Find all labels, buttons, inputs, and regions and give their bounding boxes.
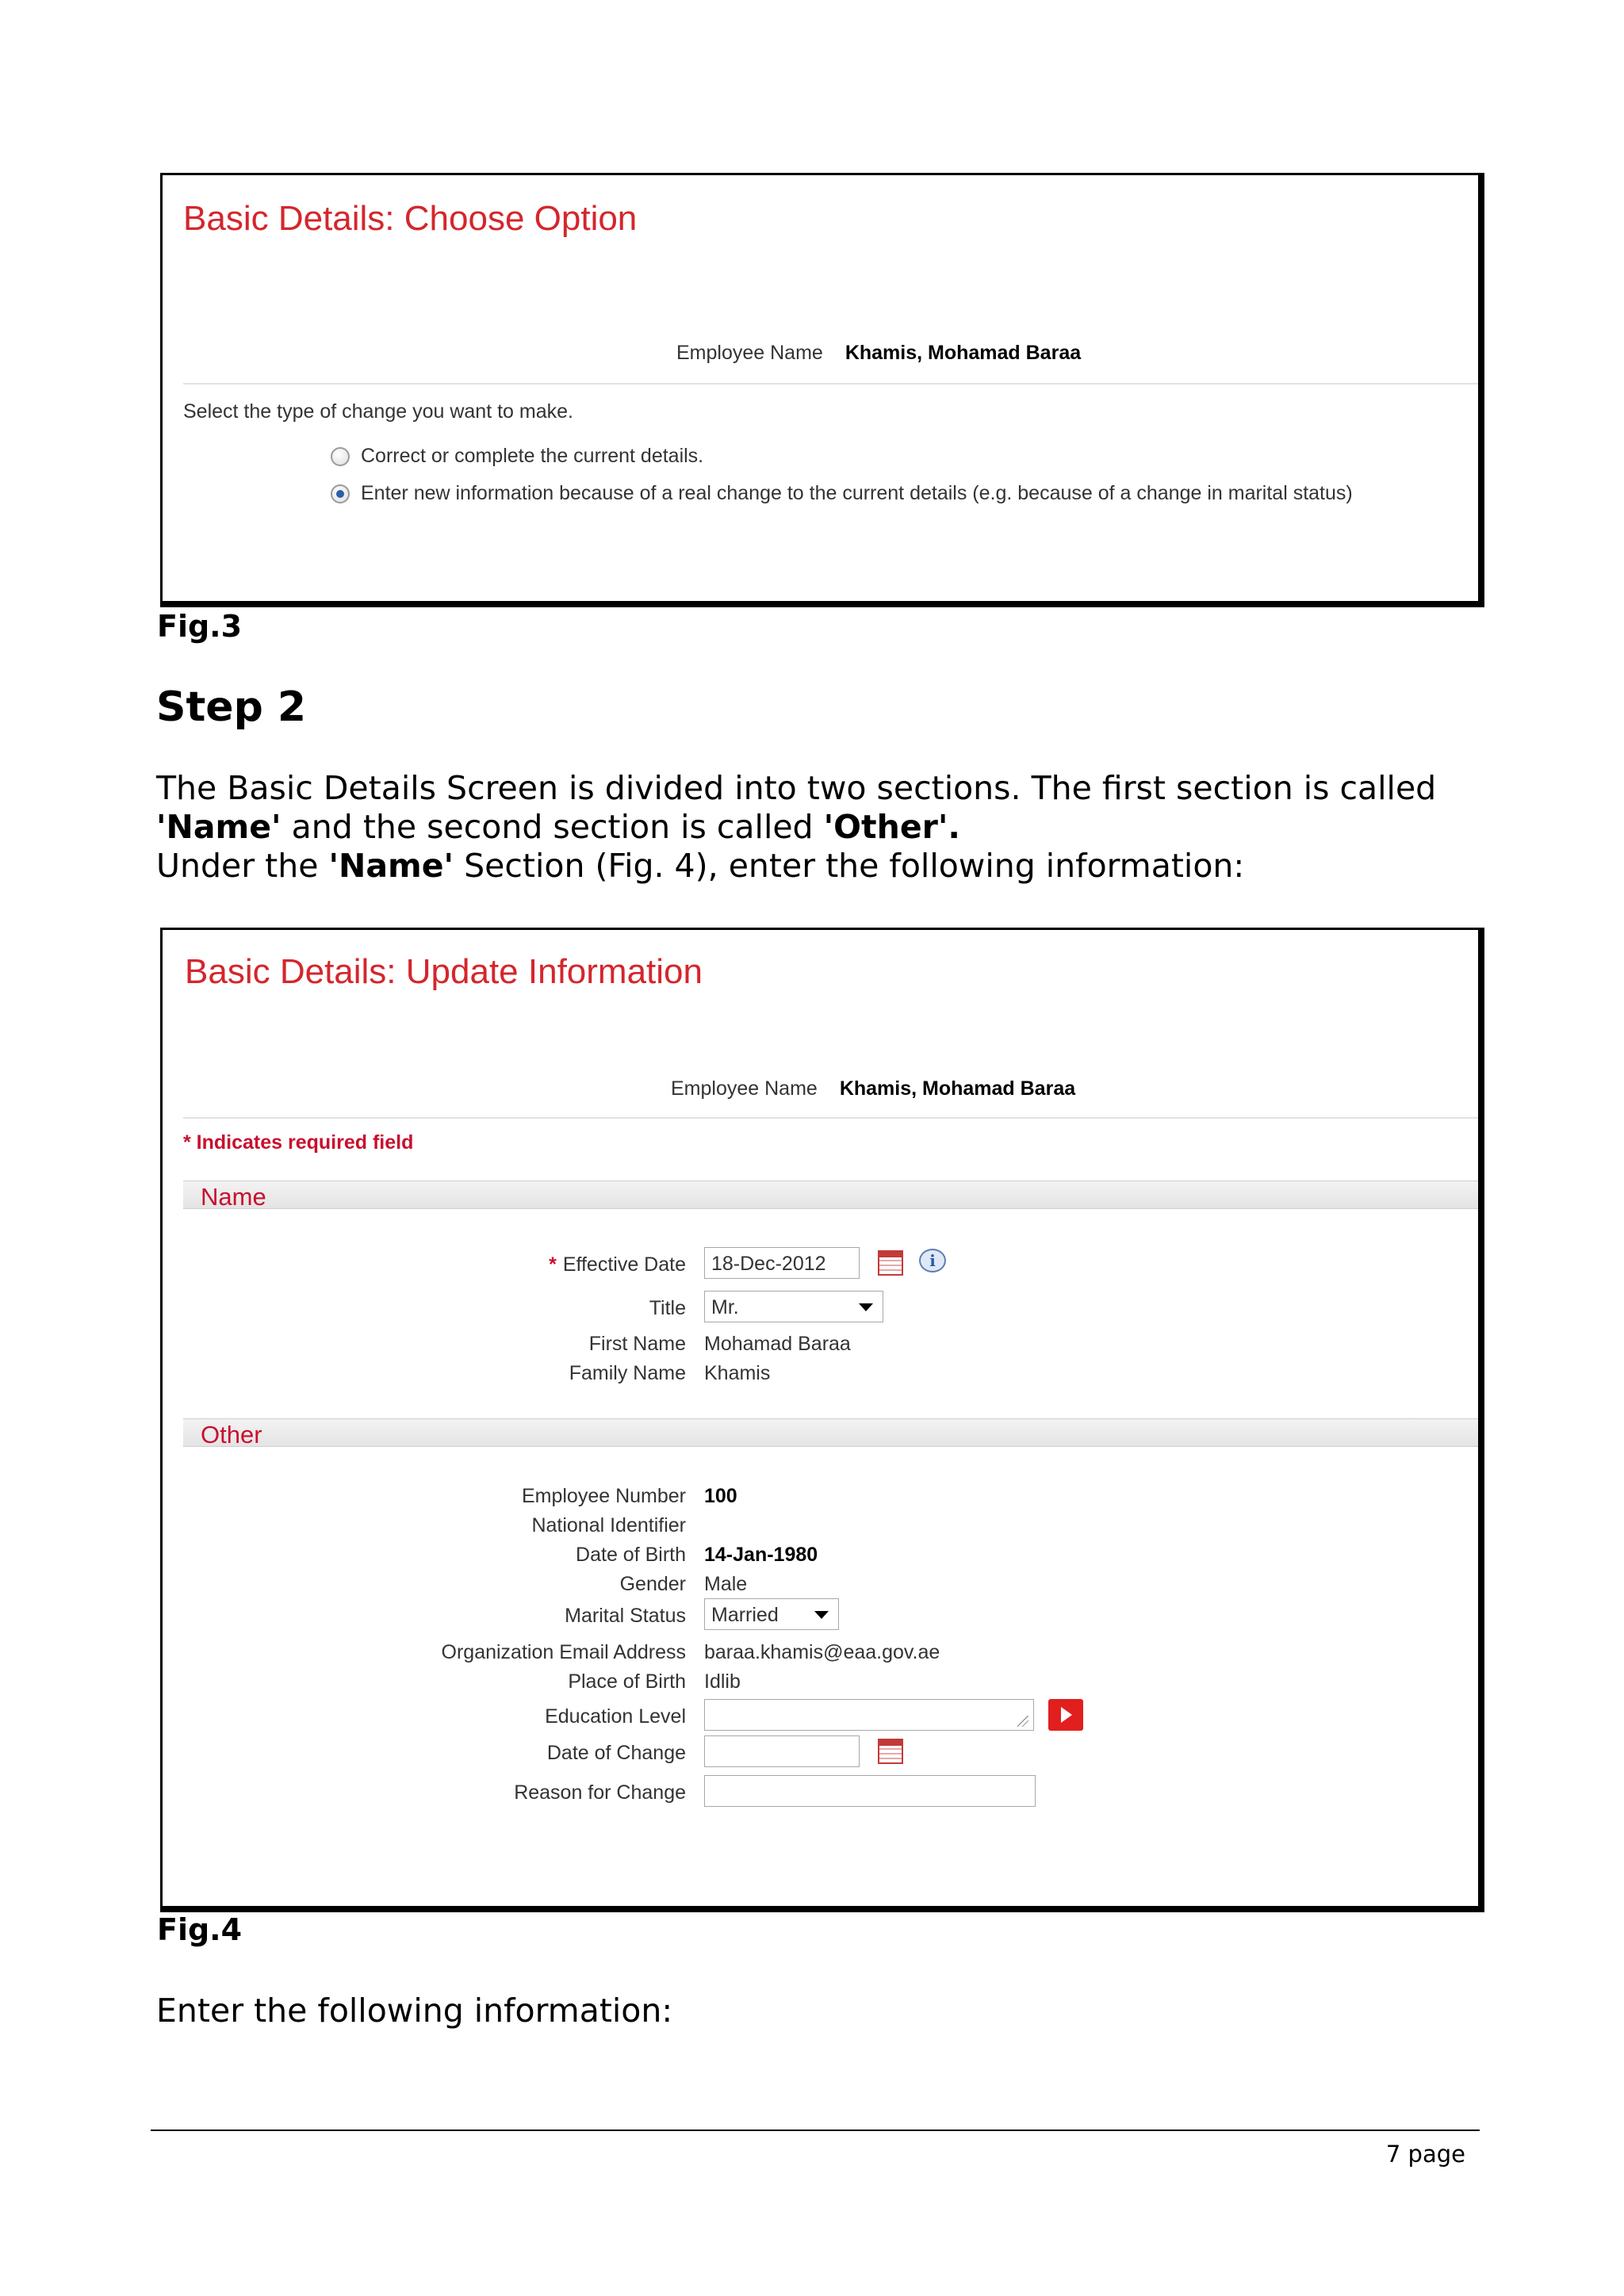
intro-text: Under the <box>156 847 329 885</box>
closing-text: Enter the following information: <box>156 1992 673 2030</box>
name-section-header <box>183 1181 1478 1209</box>
change-type-instruction: Select the type of change you want to make. <box>183 400 573 423</box>
fig4-caption: Fig.4 <box>157 1912 243 1947</box>
option-correct-details[interactable] <box>331 445 703 468</box>
employee-name-value: Khamis, Mohamad Baraa <box>839 1077 1076 1100</box>
step-heading: Step 2 <box>156 683 307 731</box>
date-of-birth-value: 14-Jan-1980 <box>704 1544 818 1566</box>
marital-status-row <box>163 1598 1479 1630</box>
gender-value: Male <box>704 1573 748 1595</box>
date-of-change-input[interactable] <box>704 1735 860 1767</box>
date-of-change-label: Date of Change <box>546 1742 686 1764</box>
fig3-caption: Fig.3 <box>157 609 243 644</box>
marital-status-label: Marital Status <box>565 1605 686 1627</box>
intro-line-1: The Basic Details Screen is divided into two sections. The first section is called <box>156 769 1437 807</box>
employee-number-row <box>163 1479 1479 1510</box>
first-name-label: First Name <box>588 1333 686 1355</box>
title-select[interactable]: Mr. <box>704 1291 883 1322</box>
email-value: baraa.khamis@eaa.gov.ae <box>704 1641 940 1663</box>
required-star: * <box>549 1253 557 1276</box>
other-section-ref: 'Other'. <box>823 808 960 846</box>
title-row <box>163 1291 1479 1322</box>
divider <box>183 383 1478 385</box>
fig3-employee-row <box>676 342 1081 365</box>
radio-unchecked-icon[interactable] <box>331 447 350 466</box>
email-label: Organization Email Address <box>441 1641 686 1663</box>
radio-checked-icon[interactable] <box>331 484 350 503</box>
page-number: 7 page <box>1385 2141 1465 2168</box>
gender-label: Gender <box>619 1573 686 1595</box>
reason-for-change-row <box>163 1775 1479 1807</box>
option-label: Correct or complete the current details. <box>361 445 704 467</box>
intro-text: Section (Fig. 4), enter the following information: <box>454 847 1245 885</box>
intro-line-3 <box>156 847 1244 886</box>
section-title: Other <box>201 1421 262 1448</box>
education-level-search-button[interactable] <box>1048 1699 1083 1731</box>
employee-number-label: Employee Number <box>521 1485 686 1507</box>
effective-date-input[interactable]: 18-Dec-2012 <box>704 1247 860 1279</box>
fig4-screenshot <box>160 928 1484 1912</box>
effective-date-label: Effective Date <box>562 1253 686 1276</box>
intro-text: and the second section is called <box>281 808 824 846</box>
intro-line-2 <box>156 808 960 847</box>
fig4-page-title: Basic Details: Update Information <box>185 952 703 991</box>
name-section-ref: 'Name' <box>156 808 282 846</box>
section-title: Name <box>201 1183 266 1211</box>
family-name-label: Family Name <box>569 1362 686 1384</box>
required-field-note: * Indicates required field <box>183 1131 414 1154</box>
calendar-icon[interactable] <box>878 1739 903 1764</box>
national-identifier-row <box>163 1508 1479 1540</box>
other-section-header <box>183 1418 1478 1447</box>
divider <box>183 1117 1478 1119</box>
resize-grip-icon <box>1017 1716 1028 1727</box>
calendar-icon[interactable] <box>878 1250 903 1276</box>
fig3-screenshot <box>160 173 1484 607</box>
title-label: Title <box>649 1297 686 1319</box>
field-label <box>549 1253 686 1276</box>
family-name-value: Khamis <box>704 1362 771 1384</box>
reason-for-change-input[interactable] <box>704 1775 1036 1807</box>
option-new-information[interactable] <box>331 482 1353 505</box>
info-icon[interactable]: i <box>919 1249 946 1272</box>
marital-status-select[interactable]: Married <box>704 1598 839 1630</box>
place-of-birth-label: Place of Birth <box>568 1670 686 1693</box>
fig4-employee-row <box>671 1077 1075 1100</box>
effective-date-row <box>163 1247 1479 1279</box>
gender-row <box>163 1567 1479 1598</box>
first-name-row <box>163 1326 1479 1358</box>
date-of-change-row <box>163 1735 1479 1767</box>
employee-number-value: 100 <box>704 1485 737 1507</box>
education-level-label: Education Level <box>545 1705 686 1728</box>
footer-divider <box>151 2130 1480 2131</box>
education-level-input[interactable] <box>704 1699 1034 1731</box>
fig3-page-title: Basic Details: Choose Option <box>183 199 638 238</box>
family-name-row <box>163 1356 1479 1387</box>
place-of-birth-row <box>163 1664 1479 1696</box>
reason-for-change-label: Reason for Change <box>514 1781 686 1804</box>
national-identifier-label: National Identifier <box>531 1514 686 1536</box>
education-level-row <box>163 1699 1479 1731</box>
first-name-value: Mohamad Baraa <box>704 1333 851 1355</box>
name-section-ref: 'Name' <box>328 847 454 885</box>
employee-name-label: Employee Name <box>671 1077 818 1100</box>
option-label: Enter new information because of a real change to the current details (e.g. because of a change in marital status) <box>361 482 1353 504</box>
email-row <box>163 1635 1479 1667</box>
employee-name-label: Employee Name <box>676 342 823 364</box>
employee-name-value: Khamis, Mohamad Baraa <box>845 342 1082 364</box>
date-of-birth-row <box>163 1537 1479 1569</box>
date-of-birth-label: Date of Birth <box>576 1544 686 1566</box>
place-of-birth-value: Idlib <box>704 1670 741 1693</box>
